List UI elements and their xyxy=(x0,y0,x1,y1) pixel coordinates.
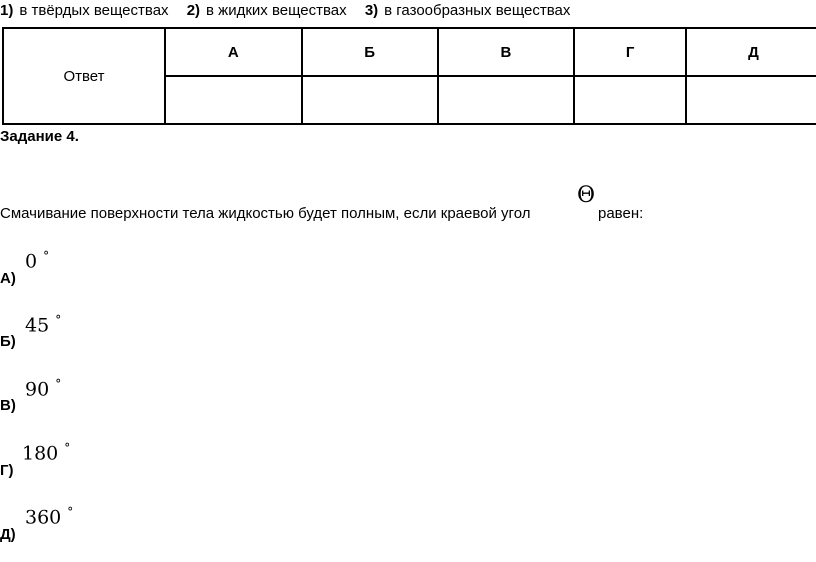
choice-v-letter: В) xyxy=(0,397,16,414)
answer-cell-b[interactable] xyxy=(302,76,438,124)
question-text: Смачивание поверхности тела жидкостью будет полным, если краевой угол xyxy=(0,205,531,222)
choice-d-letter: Д) xyxy=(0,526,16,543)
answer-table xyxy=(2,27,816,125)
option-3: 3) в газообразных веществах xyxy=(364,2,571,19)
choice-a-value: 0 ° xyxy=(25,249,50,273)
task-title: Задание 4. xyxy=(0,128,79,145)
answer-cell-d[interactable] xyxy=(686,76,816,124)
choice-b-letter: Б) xyxy=(0,333,16,350)
answer-header-v: В xyxy=(438,28,575,76)
choice-v-value: 90 ° xyxy=(25,377,62,401)
option-1: 1) в твёрдых веществах xyxy=(0,2,169,19)
answer-cell-g[interactable] xyxy=(574,76,686,124)
choice-b-value: 45 ° xyxy=(25,313,62,337)
answer-header-a: А xyxy=(165,28,302,76)
choice-g-value: 180 ° xyxy=(22,441,71,465)
answer-header-b: Б xyxy=(302,28,438,76)
choice-a-letter: А) xyxy=(0,270,16,287)
answer-label: Ответ xyxy=(3,28,165,124)
answer-header-d: Д xyxy=(686,28,816,76)
option-2: 2) в жидких веществах xyxy=(186,2,347,19)
previous-options xyxy=(0,2,584,19)
choice-d-value: 360 ° xyxy=(25,505,74,529)
question-end: равен: xyxy=(598,205,644,222)
theta-symbol: Θ xyxy=(577,183,596,208)
answer-cell-v[interactable] xyxy=(438,76,575,124)
choice-g-letter: Г) xyxy=(0,462,14,479)
answer-cell-a[interactable] xyxy=(165,76,302,124)
answer-header-g: Г xyxy=(574,28,686,76)
